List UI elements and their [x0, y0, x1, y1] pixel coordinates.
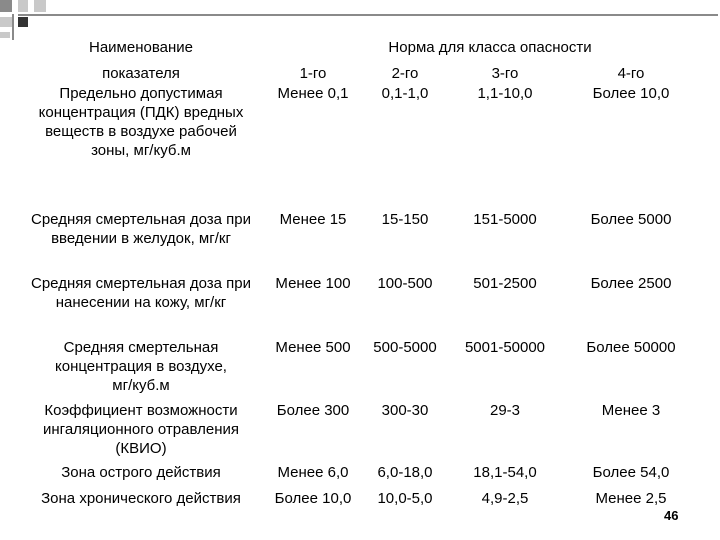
row-name-line: мг/куб.м	[112, 377, 170, 394]
row-value: Более 5000	[590, 211, 672, 228]
row-name-line: концентрация (ПДК) вредных	[38, 104, 244, 121]
header-name-label: Наименование	[89, 39, 193, 56]
row-name-line: Зона хронического действия	[41, 490, 241, 507]
header-norm-label: Норма для класса опасности	[388, 39, 592, 56]
decor-square	[0, 17, 12, 27]
row-name-line: введении в желудок, мг/кг	[51, 230, 231, 247]
row-value: Более 54,0	[592, 464, 670, 481]
page-number: 46	[664, 508, 679, 523]
row-name-line: Зона острого действия	[61, 464, 221, 481]
row-value: Менее 500	[275, 339, 351, 356]
row-value: 300-30	[381, 402, 429, 419]
decor-line	[12, 14, 14, 40]
row-value: Более 300	[276, 402, 350, 419]
row-name-line: Средняя смертельная	[63, 339, 219, 356]
decor-square	[0, 32, 10, 38]
decor-square	[34, 0, 46, 12]
row-name-line: Средняя смертельная доза при	[31, 275, 251, 292]
row-value: 18,1-54,0	[473, 464, 537, 481]
row-value: 501-2500	[473, 275, 537, 292]
decor-square	[18, 0, 28, 12]
header-indicator-label: показателя	[102, 65, 180, 82]
header-class-1: 1-го	[299, 65, 327, 82]
decor-square	[0, 0, 12, 12]
row-name-line: Коэффициент возможности	[44, 402, 238, 419]
row-value: Менее 15	[279, 211, 347, 228]
row-value: Менее 6,0	[277, 464, 349, 481]
row-value: 6,0-18,0	[377, 464, 433, 481]
row-value: 100-500	[377, 275, 433, 292]
row-value: 29-3	[489, 402, 521, 419]
row-value: 500-5000	[373, 339, 437, 356]
row-name-line: нанесении на кожу, мг/кг	[55, 294, 227, 311]
header-class-4: 4-го	[617, 65, 645, 82]
header-class-3: 3-го	[491, 65, 519, 82]
row-name-line: (КВИО)	[115, 440, 167, 457]
row-name-line: зоны, мг/куб.м	[91, 142, 191, 159]
row-name-line: концентрация в воздухе,	[55, 358, 227, 375]
row-value: Более 50000	[586, 339, 676, 356]
row-value: 15-150	[381, 211, 429, 228]
row-name-line: ингаляционного отравления	[43, 421, 239, 438]
row-name-line: Предельно допустимая	[59, 85, 223, 102]
decor-square	[18, 17, 28, 27]
decor-line	[18, 14, 718, 16]
row-value: 0,1-1,0	[381, 85, 429, 102]
row-value: 4,9-2,5	[481, 490, 529, 507]
row-value: Более 2500	[590, 275, 672, 292]
row-value: 1,1-10,0	[477, 85, 533, 102]
row-value: 5001-50000	[464, 339, 546, 356]
row-name-line: веществ в воздухе рабочей	[45, 123, 237, 140]
row-value: Менее 0,1	[277, 85, 349, 102]
row-value: 10,0-5,0	[377, 490, 433, 507]
row-value: Менее 100	[275, 275, 351, 292]
row-name-line: Средняя смертельная доза при	[31, 211, 251, 228]
row-value: Более 10,0	[274, 490, 352, 507]
row-value: Менее 2,5	[595, 490, 667, 507]
header-class-2: 2-го	[391, 65, 419, 82]
row-value: Более 10,0	[592, 85, 670, 102]
row-value: 151-5000	[473, 211, 537, 228]
row-value: Менее 3	[601, 402, 661, 419]
